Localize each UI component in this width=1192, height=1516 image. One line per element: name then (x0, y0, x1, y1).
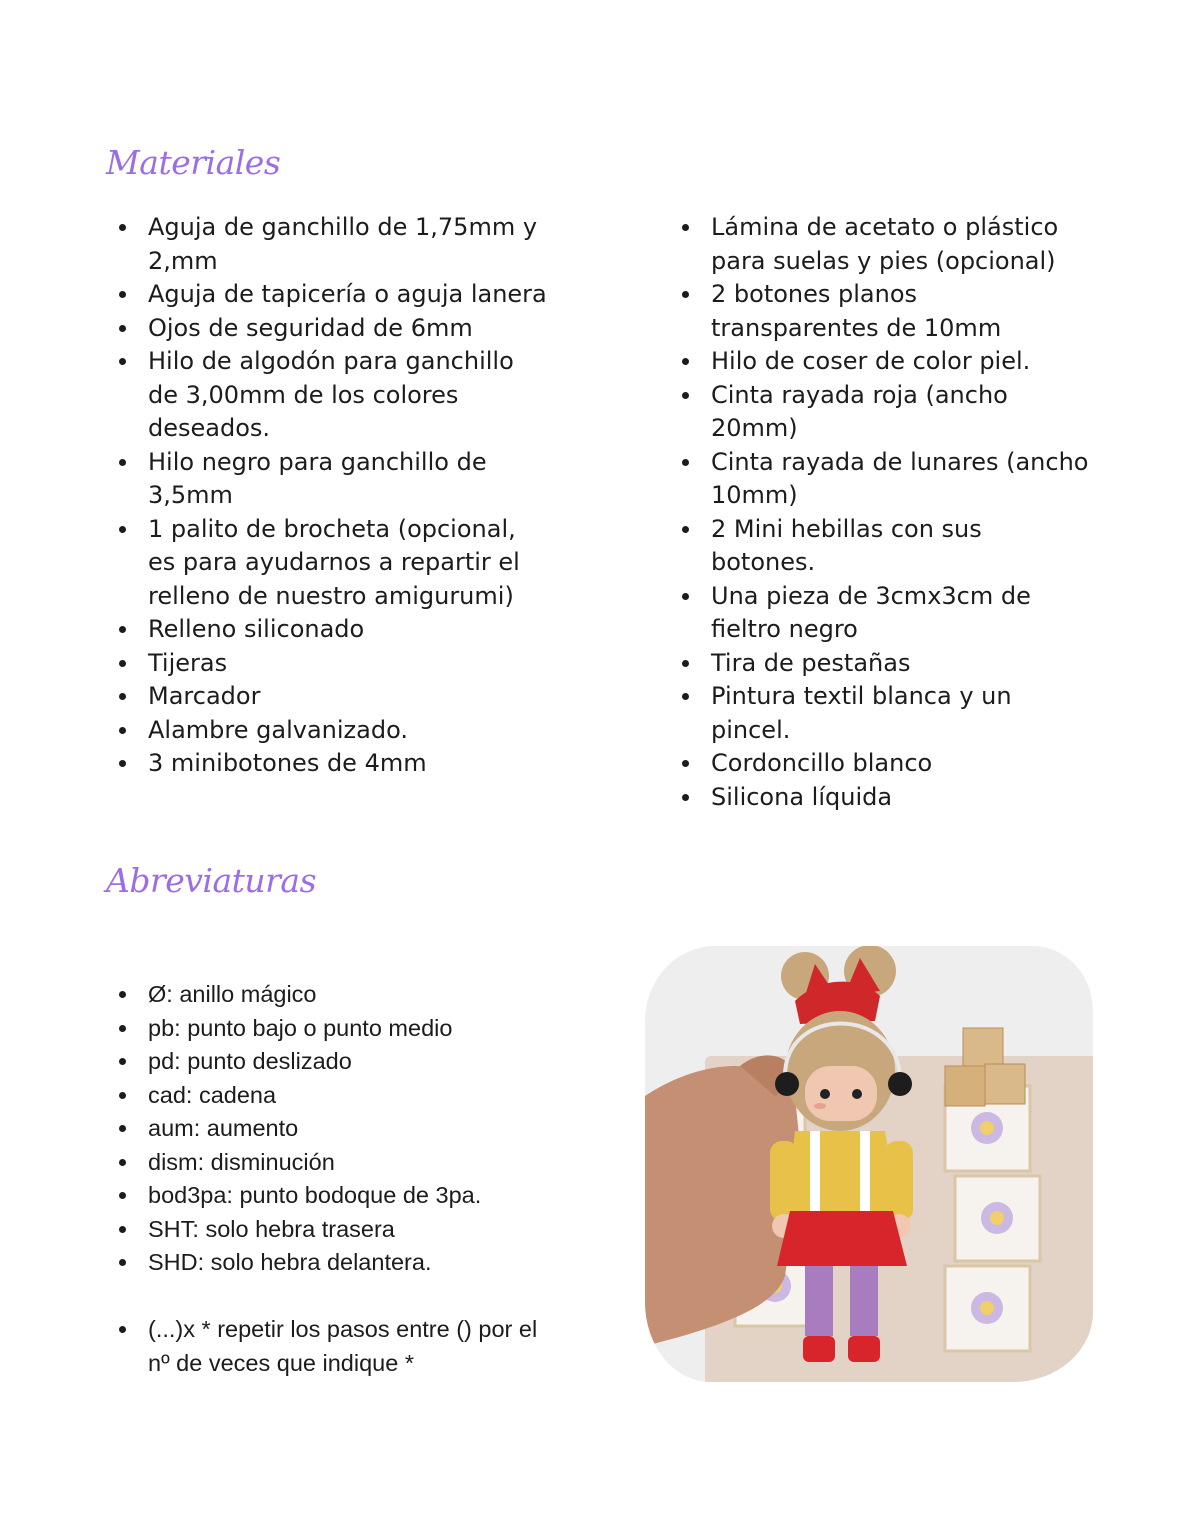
list-item: pd: punto deslizado (108, 1045, 548, 1079)
list-item: Hilo negro para ganchillo de 3,5mm (108, 446, 548, 513)
list-item: Hilo de algodón para ganchillo de 3,00mm de los colores deseados. (108, 345, 548, 446)
materiales-list-left (108, 211, 548, 781)
doll-photo (645, 946, 1093, 1382)
list-item: 2 Mini hebillas con sus botones. (671, 513, 1091, 580)
list-item: Aguja de tapicería o aguja lanera (108, 278, 548, 312)
list-item: Pintura textil blanca y un pincel. (671, 680, 1091, 747)
doll-illustration (645, 946, 1093, 1382)
list-item: Hilo de coser de color piel. (671, 345, 1091, 379)
list-item: SHT: solo hebra trasera (108, 1213, 548, 1247)
list-item: Tira de pestañas (671, 647, 1091, 681)
list-item: 2 botones planos transparentes de 10mm (671, 278, 1091, 345)
list-item: Cordoncillo blanco (671, 747, 1091, 781)
list-item: Una pieza de 3cmx3cm de fieltro negro (671, 580, 1091, 647)
list-item: aum: aumento (108, 1112, 548, 1146)
list-item: Silicona líquida (671, 781, 1091, 815)
list-item: 1 palito de brocheta (opcional, es para ayudarnos a repartir el relleno de nuestro amigurumi) (108, 513, 548, 614)
list-item: Tijeras (108, 647, 548, 681)
list-item: dism: disminución (108, 1146, 548, 1180)
list-item: Ojos de seguridad de 6mm (108, 312, 548, 346)
list-item: cad: cadena (108, 1079, 548, 1113)
abreviaturas-list (108, 978, 548, 1380)
list-item: SHD: solo hebra delantera. (108, 1246, 548, 1280)
list-item: Relleno siliconado (108, 613, 548, 647)
list-item: Lámina de acetato o plástico para suelas y pies (opcional) (671, 211, 1091, 278)
list-item: Alambre galvanizado. (108, 714, 548, 748)
list-item: Ø: anillo mágico (108, 978, 548, 1012)
list-item: Cinta rayada roja (ancho 20mm) (671, 379, 1091, 446)
list-item: Cinta rayada de lunares (ancho 10mm) (671, 446, 1091, 513)
list-item: Marcador (108, 680, 548, 714)
list-item: (...)x * repetir los pasos entre () por el nº de veces que indique * (108, 1313, 548, 1380)
abreviaturas-heading: Abreviaturas (106, 861, 317, 900)
list-item: Aguja de ganchillo de 1,75mm y 2,mm (108, 211, 548, 278)
list-item: bod3pa: punto bodoque de 3pa. (108, 1179, 548, 1213)
list-item: pb: punto bajo o punto medio (108, 1012, 548, 1046)
materiales-list-right (671, 211, 1091, 814)
list-item: 3 minibotones de 4mm (108, 747, 548, 781)
materiales-heading: Materiales (106, 143, 281, 182)
